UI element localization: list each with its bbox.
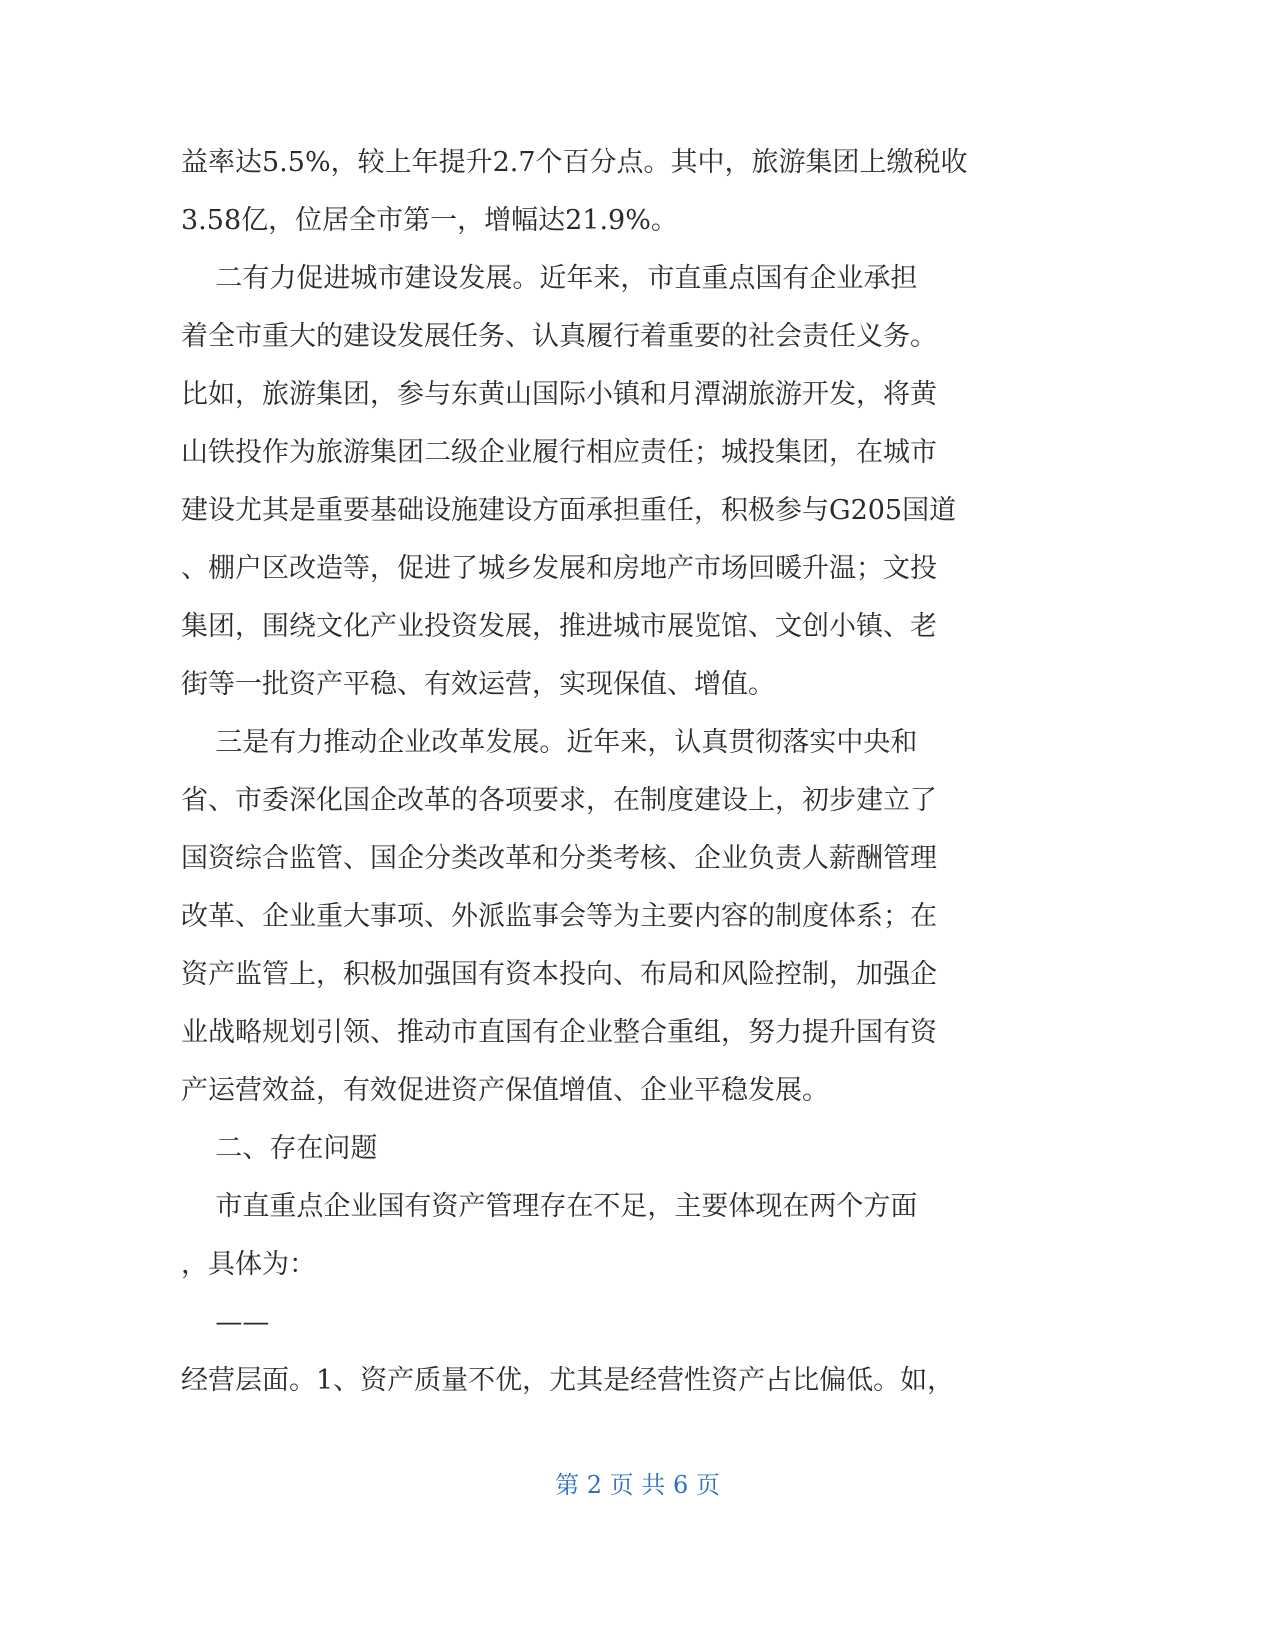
body-text-line: 三是有力推动企业改革发展。近年来，认真贯彻落实中央和 [181,727,918,758]
body-text-line: 比如，旅游集团，参与东黄山国际小镇和月潭湖旅游开发，将黄 [181,379,937,410]
body-text-line: 街等一批资产平稳、有效运营，实现保值、增值。 [181,669,775,700]
body-text-line: 资产监管上，积极加强国有资本投向、布局和风险控制，加强企 [181,959,937,990]
dash-separator: —— [181,1307,270,1338]
body-text-line: 益率达5.5%，较上年提升2.7个百分点。其中，旅游集团上缴税收 [181,147,968,178]
body-text-line: 经营层面。1、资产质量不优，尤其是经营性资产占比偏低。如， [181,1365,955,1396]
body-text-line: 国资综合监管、国企分类改革和分类考核、企业负责人薪酬管理 [181,843,937,874]
body-text-line: 产运营效益，有效促进资产保值增值、企业平稳发展。 [181,1075,829,1106]
body-text-line: 着全市重大的建设发展任务、认真履行着重要的社会责任义务。 [181,321,937,352]
body-text-line: 改革、企业重大事项、外派监事会等为主要内容的制度体系；在 [181,901,937,932]
page-number-footer: 第 2 页 共 6 页 [555,1471,720,1499]
body-text-line: 3.58亿，位居全市第一，增幅达21.9%。 [181,205,678,236]
body-text-line: ，具体为： [181,1249,316,1280]
body-text-line: 省、市委深化国企改革的各项要求，在制度建设上，初步建立了 [181,785,937,816]
body-text-line: 建设尤其是重要基础设施建设方面承担重任，积极参与G205国道 [181,495,957,526]
body-text-line: 市直重点企业国有资产管理存在不足，主要体现在两个方面 [181,1191,918,1222]
body-text-line: 集团，围绕文化产业投资发展，推进城市展览馆、文创小镇、老 [181,611,937,642]
body-text-line: 二有力促进城市建设发展。近年来，市直重点国有企业承担 [181,263,918,294]
body-text-line: 山铁投作为旅游集团二级企业履行相应责任；城投集团，在城市 [181,437,937,468]
section-heading: 二、存在问题 [181,1133,378,1164]
body-text-line: 业战略规划引领、推动市直国有企业整合重组，努力提升国有资 [181,1017,937,1048]
body-text-line: 、棚户区改造等，促进了城乡发展和房地产市场回暖升温；文投 [181,553,937,584]
